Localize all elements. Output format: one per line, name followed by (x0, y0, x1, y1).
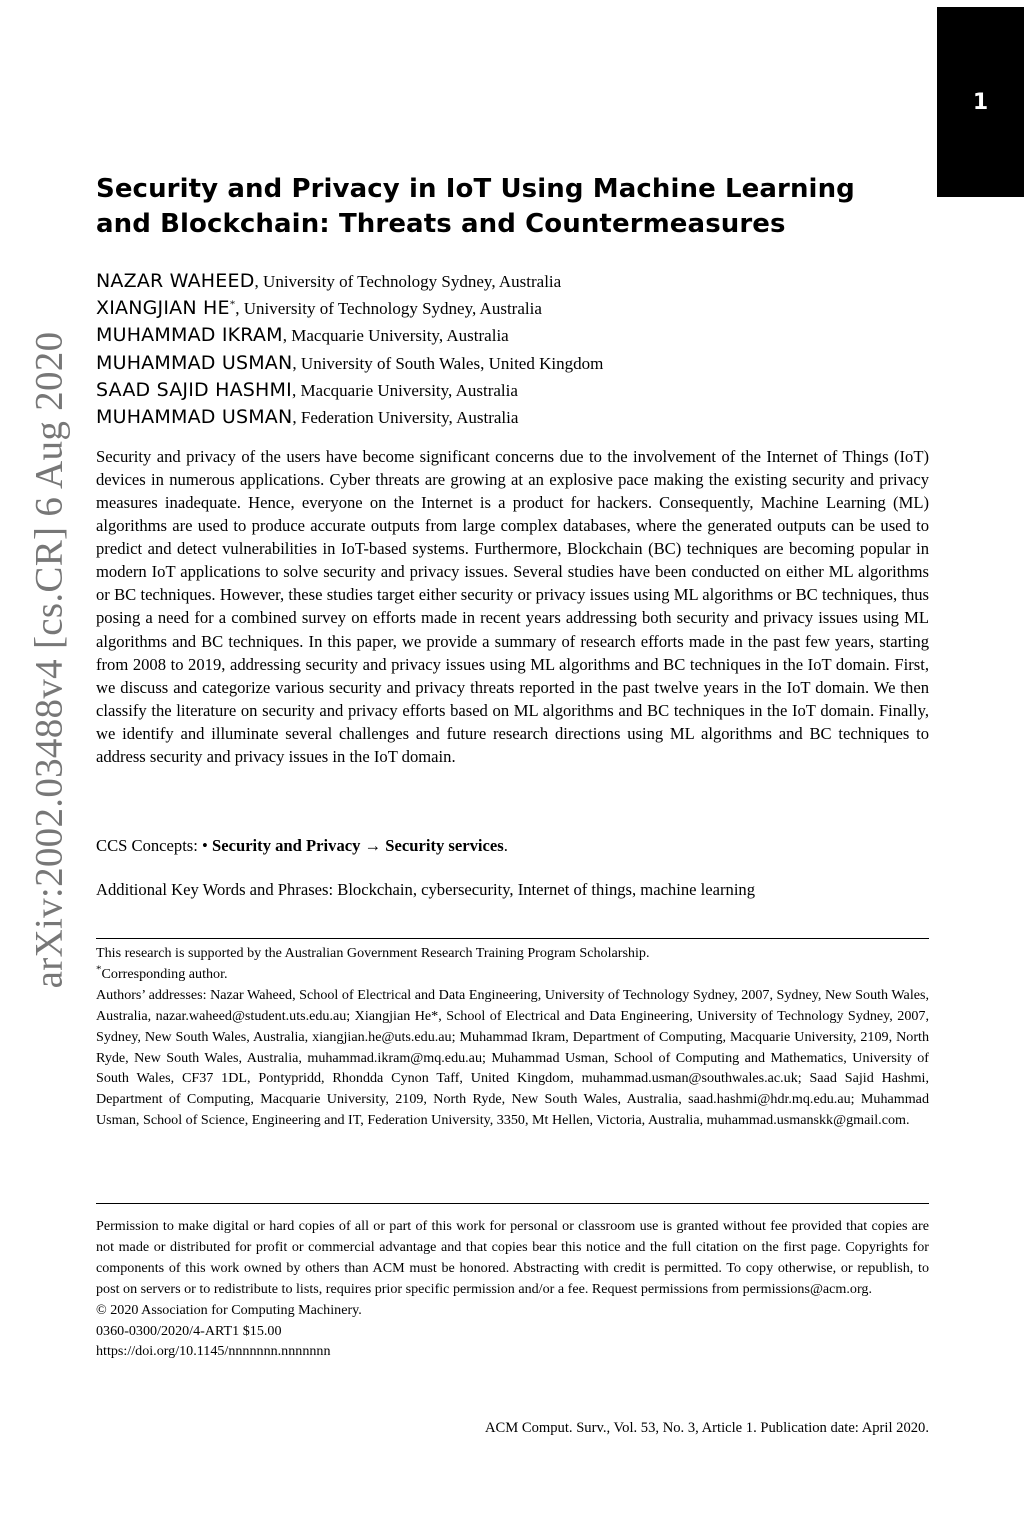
author-name: NAZAR WAHEED (96, 270, 255, 292)
author-list (96, 268, 916, 431)
copyright-line: © 2020 Association for Computing Machinery. (96, 1301, 362, 1318)
ccs-subconcept: Security services (385, 836, 504, 855)
permission-block (96, 1216, 929, 1362)
author-name: MUHAMMAD USMAN (96, 351, 293, 374)
author-name: XIANGJIAN HE (96, 297, 230, 320)
author-affiliation: University of Technology Sydney, Australia (263, 272, 562, 291)
author-affiliation: Macquarie University, Australia (300, 380, 518, 400)
author-marker: * (229, 298, 236, 311)
corresponding-marker: * (96, 963, 102, 976)
paper-title: Security and Privacy in IoT Using Machine Learning and Blockchain: Threats and Countermeasures (96, 174, 855, 239)
ccs-concepts (96, 834, 929, 858)
corresponding-text: Corresponding author. (101, 965, 228, 982)
corresponding-note (96, 964, 929, 985)
ccs-arrow: → (360, 836, 386, 855)
author-entry: MUHAMMAD USMAN, University of South Wales, United Kingdom (96, 351, 604, 374)
author-entry: MUHAMMAD USMAN, Federation University, Australia (96, 405, 519, 428)
ccs-concept: Security and Privacy (212, 836, 361, 855)
footnotes (96, 943, 929, 1131)
arxiv-stamp: arXiv:2002.03488v4 [cs.CR] 6 Aug 2020 (27, 331, 71, 989)
keywords-text: Blockchain, cybersecurity, Internet of things, machine learning (337, 880, 756, 899)
running-footer: ACM Comput. Surv., Vol. 53, No. 3, Article 1. Publication date: April 2020. (484, 1420, 929, 1436)
author-entry: XIANGJIAN HE*, University of Technology Sydney, Australia (96, 297, 542, 320)
permission-notice: Permission to make digital or hard copies of all or part of this work for personal or classroom use is granted without fee provided that copies are not made or distributed for profit or commercial advantage and that copies bear this notice and the full citation on the first page. Copyrights for components of this work owned by others than ACM must be honored. Abstracting with credit is permitted. To copy otherwise, or republish, to post on servers or to redistribute to lists, requires prior specific permission and/or a fee. Request permissions from permissions@acm.org. (96, 1218, 929, 1297)
doi-link[interactable]: https://doi.org/10.1145/nnnnnnn.nnnnnnn (96, 1343, 331, 1360)
page-number-tab (937, 7, 1024, 197)
author-entry: SAAD SAJID HASHMI, Macquarie University, Australia (96, 378, 518, 401)
issn-line: 0360-0300/2020/4-ART1 $15.00 (96, 1322, 282, 1339)
author-affiliation: Macquarie University, Australia (291, 326, 509, 346)
author-affiliation: Federation University, Australia (300, 407, 519, 427)
author-entry: MUHAMMAD IKRAM, Macquarie University, Australia (96, 324, 509, 347)
page-number: 1 (972, 89, 989, 115)
abstract: Security and privacy of the users have become significant concerns due to the involvement of the Internet of Things (IoT) devices in numerous applications. Cyber threats are growing at an explosive pace making the existing security and privacy measures inadequate. Hence, everyone on the Internet is a product for hackers. Consequently, Machine Learning (ML) algorithms are used to produce accurate outputs from large complex databases, where the generated outputs can be used to predict and detect vulnerabilities in IoT-based systems. Furthermore, Blockchain (BC) techniques are becoming popular in modern IoT applications to solve security and privacy issues. Several studies have been conducted on either ML algorithms or BC techniques. However, these studies target either security or privacy issues using ML algorithms or BC techniques, thus posing a need for a combined survey on efforts made in recent years addressing both security and privacy issues using ML algorithms and BC techniques. In this paper, we provide a summary of research efforts made in the past few years, starting from 2008 to 2019, addressing security and privacy issues using ML algorithms and BC techniques in the IoT domain. First, we discuss and categorize various security and privacy threats reported in the past twelve years in the IoT domain. We then classify the literature on security and privacy efforts based on ML algorithms and BC techniques in the IoT domain. Finally, we identify and illuminate several challenges and future research directions using ML algorithms and BC techniques to address security and privacy issues in the IoT domain. (96, 447, 929, 766)
author-name: MUHAMMAD USMAN (96, 405, 293, 428)
permission-divider (96, 1203, 929, 1204)
author-addresses: Authors’ addresses: Nazar Waheed, School of Electrical and Data Engineering, University of Technology Sydney, 2007, Sydney, New South Wales, Australia, nazar.waheed@student.uts.edu.au; Xiangjian He*, School of Electrical and Data Engineering, University of Technology Sydney, 2007, Sydney, New South Wales, Australia, xiangjian.he@uts.edu.au; Muhammad Ikram, Department of Computing, Macquarie University, 2109, North Ryde, New South Wales, Australia, muhammad.ikram@mq.edu.au; Muhammad Usman, School of Computing and Mathematics, University of South Wales, CF37 1DL, Pontypridd, Rhondda Cynon Taff, United Kingdom, muhammad.usman@southwales.ac.uk; Saad Sajid Hashmi, Department of Computing, Macquarie University, 2109, North Ryde, New South Wales, Australia, saad.hashmi@hdr.mq.edu.au; Muhammad Usman, School of Science, Engineering and IT, Federation University, 3350, Mt Hellen, Victoria, Australia, muhammad.usmanskk@gmail.com. (96, 986, 929, 1129)
keywords (96, 878, 929, 902)
author-name: MUHAMMAD IKRAM (96, 324, 283, 347)
funding-note: This research is supported by the Australian Government Research Training Program Scholarship. (96, 945, 650, 961)
footnote-divider (96, 938, 929, 939)
ccs-label: CCS Concepts: • (96, 836, 212, 855)
ccs-end: . (503, 836, 508, 855)
author-entry: NAZAR WAHEED, University of Technology Sydney, Australia (96, 270, 562, 292)
keywords-label: Additional Key Words and Phrases: (96, 880, 338, 899)
author-affiliation: University of South Wales, United Kingdom (300, 353, 604, 373)
author-name: SAAD SAJID HASHMI (96, 378, 292, 401)
author-affiliation: University of Technology Sydney, Australia (243, 299, 542, 319)
